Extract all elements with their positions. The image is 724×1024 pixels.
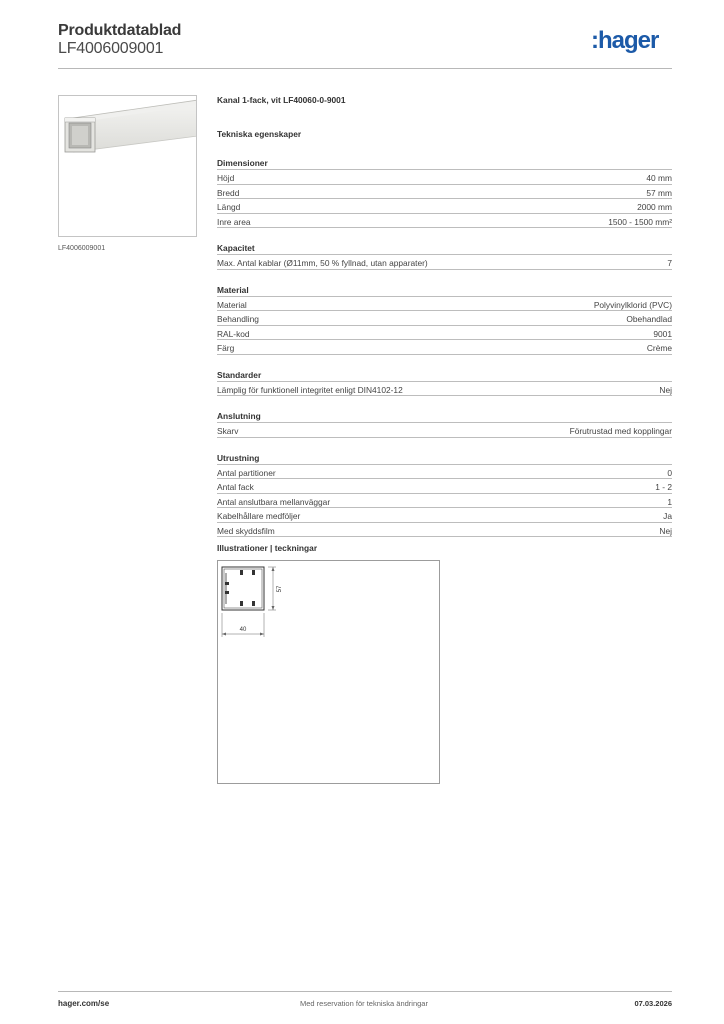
spec-row xyxy=(217,423,672,438)
spec-value: 2000 mm xyxy=(637,202,672,212)
section-title: Dimensioner xyxy=(217,158,672,170)
spec-label: Höjd xyxy=(217,173,235,183)
spec-value: Obehandlad xyxy=(626,314,672,324)
product-title: Kanal 1-fack, vit LF40060-0-9001 xyxy=(217,95,346,105)
spec-row xyxy=(217,170,672,185)
spec-row xyxy=(217,479,672,494)
spec-row xyxy=(217,185,672,200)
section-material xyxy=(217,285,672,355)
spec-value: 9001 xyxy=(653,328,672,339)
spec-value: 57 mm xyxy=(646,187,672,198)
spec-value: 7 xyxy=(667,258,672,268)
spec-row xyxy=(217,311,672,326)
spec-label: Längd xyxy=(217,202,241,212)
spec-row xyxy=(217,494,672,509)
section-title: Standarder xyxy=(217,370,672,382)
spec-value: Nej xyxy=(659,525,672,536)
spec-label: Kabelhållare medföljer xyxy=(217,511,301,521)
spec-value: Ja xyxy=(663,511,672,521)
spec-label: Max. Antal kablar (Ø11mm, 50 % fyllnad, utan apparater) xyxy=(217,258,428,268)
spec-label: Antal anslutbara mellanväggar xyxy=(217,496,331,507)
section-title: Kapacitet xyxy=(217,243,672,255)
spec-label: Inre area xyxy=(217,216,251,227)
spec-label: Skarv xyxy=(217,426,239,436)
spec-value: 1 - 2 xyxy=(655,482,672,492)
spec-label: Antal partitioner xyxy=(217,467,276,478)
tech-properties-title: Tekniska egenskaper xyxy=(217,129,302,139)
spec-label: Behandling xyxy=(217,314,259,324)
spec-label: Med skyddsfilm xyxy=(217,525,275,536)
spec-row xyxy=(217,508,672,523)
height-dimension-label: 57 xyxy=(277,585,283,593)
section-dimensioner xyxy=(217,158,672,228)
width-dimension-label: 40 xyxy=(239,627,247,633)
section-utrustning xyxy=(217,453,672,538)
cable-trunking-illustration xyxy=(59,96,197,237)
illustrations-title: Illustrationer | teckningar xyxy=(217,543,318,553)
spec-row xyxy=(217,326,672,341)
spec-value: Polyvinylklorid (PVC) xyxy=(593,299,672,310)
section-standarder xyxy=(217,370,672,397)
spec-value: Förutrustad med kopplingar xyxy=(569,426,672,436)
spec-row xyxy=(217,340,672,355)
spec-value: 0 xyxy=(667,467,672,478)
spec-row xyxy=(217,214,672,229)
technical-drawing xyxy=(217,560,440,784)
profile-drawing xyxy=(218,561,439,783)
spec-value: 40 mm xyxy=(646,173,672,183)
product-code: LF4006009001 xyxy=(58,40,164,57)
spec-value: Crème xyxy=(646,343,672,353)
header-divider xyxy=(58,68,672,69)
hager-logo: :hager xyxy=(591,27,659,54)
spec-label: Material xyxy=(217,299,247,310)
page-title: Produktdatablad xyxy=(58,22,182,39)
footer-website-link[interactable]: hager.com/se xyxy=(58,999,110,1008)
spec-value: Nej xyxy=(659,384,672,395)
spec-value: 1500 - 1500 mm² xyxy=(608,216,672,227)
section-kapacitet xyxy=(217,243,672,270)
spec-label: Antal fack xyxy=(217,482,254,492)
image-caption: LF4006009001 xyxy=(58,245,106,252)
spec-row xyxy=(217,465,672,480)
spec-row xyxy=(217,523,672,538)
section-anslutning xyxy=(217,411,672,438)
spec-content xyxy=(217,95,672,537)
section-title: Material xyxy=(217,285,672,297)
spec-value: 1 xyxy=(667,496,672,507)
spec-row xyxy=(217,199,672,214)
spec-label: Färg xyxy=(217,343,235,353)
spec-label: Bredd xyxy=(217,187,240,198)
product-image xyxy=(58,95,197,237)
spec-row xyxy=(217,297,672,312)
spec-row xyxy=(217,255,672,270)
section-title: Anslutning xyxy=(217,411,672,423)
spec-label: Lämplig för funktionell integritet enligt DIN4102-12 xyxy=(217,384,403,395)
spec-label: RAL-kod xyxy=(217,328,250,339)
section-title: Utrustning xyxy=(217,453,672,465)
footer-date: 07.03.2026 xyxy=(634,999,672,1008)
spec-row xyxy=(217,382,672,397)
footer-divider xyxy=(58,991,672,992)
footer-disclaimer: Med reservation för tekniska ändringar xyxy=(300,999,428,1008)
